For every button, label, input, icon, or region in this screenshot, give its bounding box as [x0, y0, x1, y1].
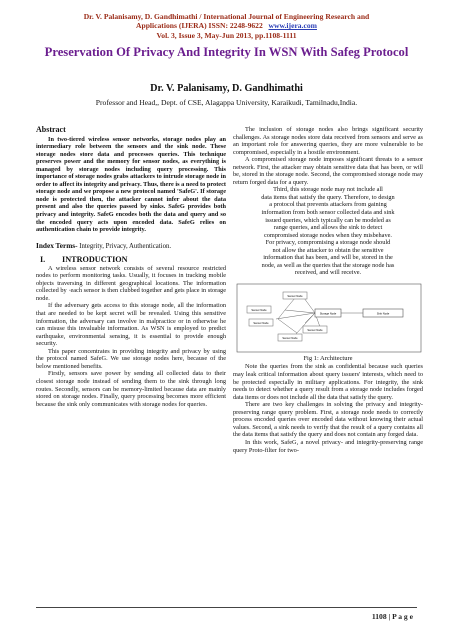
sensor-node-label: Sensor Node — [251, 308, 267, 312]
sensor-node-label: Sensor Node — [307, 328, 323, 332]
paper-title: Preservation Of Privacy And Integrity In WSN With Safeg Protocol — [44, 45, 409, 59]
right-paragraph-2: A compromised storage node imposes significant threats to a sensor network. First, the attacker may obtain sensitive data that has been, or will be, stored in the storage node. Second, the compromised storage node may return forged data for a query. — [233, 156, 423, 186]
intro-paragraph-1: A wireless sensor network consists of several resource restricted nodes to perform monitoring tasks. Usually, it focuses in tracking mobile objects traversing in different geographical locations. The information collected by ·each sensor is then clubbed together and gets place in storage node. — [36, 264, 226, 302]
storage-node-label: Storage Node — [319, 312, 337, 316]
p3-line: a protocol that prevents attackers from gaining — [269, 201, 387, 209]
p3-line: issued queries, which typically can be modeled as — [265, 216, 391, 224]
p3-line: not allow the attacker to obtain the sensitive — [272, 246, 384, 254]
figure-caption: Fig 1: Architecture — [303, 354, 353, 362]
right-column — [233, 126, 423, 454]
paper-authors: Dr. V. Palanisamy, D. Gandhimathi — [150, 83, 303, 94]
sensor-node-label: Sensor Node — [253, 321, 269, 325]
right-paragraph-4: Note the queries from the sink as confidential because such queries may leak critical information about query issuers' interests, which need to be protected especially in military applications. For integrity, the sink needs to detect whether a query result from a storage node includes forged data items or does not include all the data that satisfy the query. — [233, 363, 423, 401]
header-line-2 — [40, 21, 413, 30]
p3-line: data items that satisfy the query. Therefore, to design — [261, 193, 395, 201]
right-paragraph-3 — [233, 186, 423, 277]
journal-url-link[interactable]: www.ijera.com — [268, 21, 317, 31]
abstract-heading: Abstract — [36, 125, 66, 134]
right-paragraph-1: The inclusion of storage nodes also brings significant security challenges. As storage nodes store data received from sensors and serve as an important role for answering queries, they are more vulnerable to be compromised, especially in a hostile environment. — [233, 126, 423, 156]
intro-paragraph-3: This paper concentrates in providing integrity and privacy by using the protocol named SafeG. We use storage nodes here, because of the below mentioned benefits. — [36, 347, 226, 370]
p3-line: information that has been, and will be, stored in the — [263, 254, 393, 262]
abstract-section — [36, 126, 226, 234]
p3-line: For privacy, compromising a storage node should — [265, 239, 391, 247]
p3-line: node, as well as the queries that the storage node has — [261, 261, 395, 269]
architecture-diagram — [233, 283, 425, 353]
header-issn: Applications (IJERA) ISSN: 2248-9622 — [135, 21, 263, 31]
author-affiliation: Professor and Head,, Dept. of CSE, Alagappa University, Karaikudi, Tamilnadu,India. — [95, 98, 358, 107]
section-number: I. — [40, 255, 46, 265]
intro-paragraph-4: Firstly, sensors save power by sending all collected data to their closest storage node instead of sending them to the sink through long routes. Secondly, sensors can be memory-limited because data are mainly stored on storage nodes. Finally, query processing becomes more efficient because the sink only communicates with storage nodes for queries. — [36, 370, 226, 408]
abstract-text: In two-tiered wireless sensor networks, storage nodes play an intermediary role between the sensors and the sink node. These storage nodes store data and processes queries. This technique preserves power and the memory for sensor nodes, as everything is managed by storage nodes including query processing. This importance of storage nodes grabs attackers to intrude storage node in order to affect its integrity and privacy. Thus, there is a need to protect storage node and we propose a new protocol named 'SafeG'. If storage node is protected then, the attacker cannot infer about the data present and also the queries passed by sinks. SafeG provides both privacy and integrity. SafeG encodes both the data and query and so the encoded query acts upon encoded data. SafeG relies on authentication chain to provide integrity. — [36, 135, 226, 234]
index-terms-text: Integrity, Privacy, Authentication. — [77, 242, 172, 250]
architecture-figure — [233, 283, 425, 353]
index-terms-label: Index Terms- — [36, 240, 78, 250]
left-column — [36, 126, 226, 408]
introduction-heading — [36, 256, 226, 264]
header-line-3: Vol. 3, Issue 3, May-Jun 2013, pp.1108-1111 — [156, 30, 297, 40]
right-paragraph-6: In this work, SafeG, a novel privacy- and integrity-preserving range query Proto-filter for two- — [233, 438, 423, 454]
p3-line: received, and will receive. — [294, 269, 362, 277]
sensor-node-label: Sensor Node — [287, 294, 303, 298]
intro-paragraph-2: If the adversary gets access to this storage node, all the information that are needed to be kept secret will be revealed. Using this sensitive information, the adversary can involve in malpractice or in otherwise he can misuse this invaluable information. As WSN is employed to predict earthquake, environmental sensing, it is essential to provide enough security. — [36, 302, 226, 348]
sensor-node-label: Sensor Node — [282, 336, 298, 340]
sink-node-label: Sink Node — [376, 312, 390, 316]
footer-divider — [36, 607, 417, 608]
running-header — [40, 12, 413, 40]
p3-line: compromised storage nodes when they misbehave. — [263, 231, 392, 239]
section-title: INTRODUCTION — [62, 255, 128, 265]
p3-line: Third, this storage node may not include all — [273, 186, 383, 194]
header-line-1: Dr. V. Palanisamy, D. Gandhimathi / International Journal of Engineering Research and — [83, 12, 370, 21]
index-terms — [36, 242, 226, 251]
page-number: 1108 | P a g e — [371, 612, 413, 621]
p3-line: information from both sensor collected data and sink — [261, 209, 395, 217]
p3-line: range queries, and allows the sink to detect — [273, 224, 383, 232]
right-paragraph-5: There are two key challenges in solving the privacy and integrity- preserving range query problem. First, a storage node needs to correctly process encoded queries over encoded data without knowing their actual values. Second, a sink needs to verify that the result of a query contains all the data items that satisfy the query and does not contain any forged data. — [233, 401, 423, 439]
